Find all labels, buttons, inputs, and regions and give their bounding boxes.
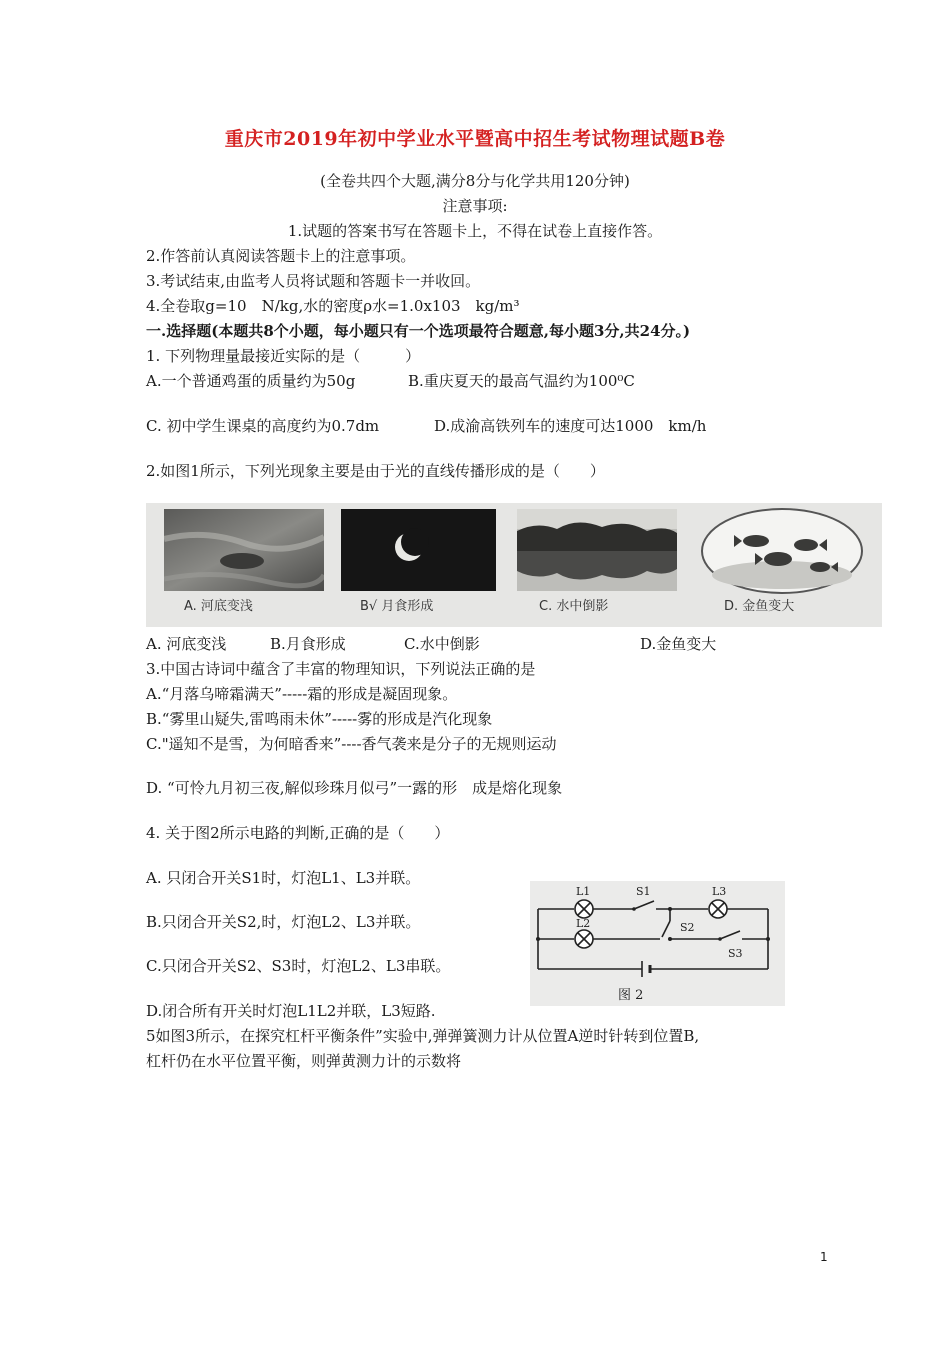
label-l3: L3 bbox=[712, 885, 727, 898]
q2-option-a: A. 河底变浅 bbox=[146, 635, 227, 653]
figure-1-caption-c: C. 水中倒影 bbox=[539, 599, 609, 614]
label-s2: S2 bbox=[680, 921, 695, 934]
q5-line-2: 杠杆仍在水平位置平衡，则弹黄测力计的示数将 bbox=[146, 1052, 462, 1070]
figure-2-caption: 图 2 bbox=[618, 988, 644, 1003]
figure-1-caption-a: A. 河底变浅 bbox=[184, 599, 253, 614]
q3-option-d: D. “可怜九月初三夜,解似珍珠月似弓”一露的形 成是熔化现象 bbox=[146, 779, 563, 797]
q1-option-c: C. 初中学生课桌的高度约为0.7dm bbox=[146, 417, 380, 435]
notice-title: 注意事项: bbox=[442, 197, 508, 215]
note-2: 2.作答前认真阅读答题卡上的注意事项。 bbox=[146, 247, 416, 265]
q1-stem: 1. 下列物理量最接近实际的是（ ） bbox=[146, 347, 421, 365]
q5-line-1: 5如图3所示，在探究杠杆平衡条件”实验中,弹弹簧测力计从位置A逆时针转到位置B, bbox=[146, 1027, 700, 1045]
q1-option-d: D.成渝高铁列车的速度可达1000 km/h bbox=[434, 417, 707, 435]
section-heading: 一.选择题(本题共8个小题，每小题只有一个选项最符合题意,每小题3分,共24分。) bbox=[146, 322, 691, 340]
water-reflection-photo bbox=[517, 509, 677, 591]
lunar-eclipse-photo bbox=[341, 509, 496, 591]
q4-option-c: C.只闭合开关S2、S3时，灯泡L2、L3串联。 bbox=[146, 957, 451, 975]
page-number: 1 bbox=[820, 1250, 828, 1264]
label-l2: L2 bbox=[576, 917, 591, 930]
figure-1-caption-b: B√ 月食形成 bbox=[360, 599, 434, 614]
note-4: 4.全卷取g=10 N/kg,水的密度ρ水=1.0x103 kg/m³ bbox=[146, 297, 520, 315]
goldfish-bowl-photo bbox=[694, 505, 870, 595]
riverbed-photo bbox=[164, 509, 324, 591]
exam-subtitle: (全卷共四个大题,满分8分与化学共用120分钟) bbox=[320, 172, 630, 190]
q4-option-d: D.闭合所有开关时灯泡L1L2并联，L3短路. bbox=[146, 1002, 436, 1020]
q2-stem: 2.如图1所示，下列光现象主要是由于光的直线传播形成的是（ ） bbox=[146, 462, 605, 480]
figure-1 bbox=[146, 503, 882, 627]
note-1: 1.试题的答案书写在答题卡上，不得在试卷上直接作答。 bbox=[287, 222, 663, 240]
q2-option-b: B.月食形成 bbox=[270, 635, 346, 653]
q3-option-c: C."遥知不是雪，为何暗香来”----香气袭来是分子的无规则运动 bbox=[146, 735, 557, 753]
label-s3: S3 bbox=[728, 947, 743, 960]
q2-option-c: C.水中倒影 bbox=[404, 635, 480, 653]
q3-stem: 3.中国古诗词中蕴含了丰富的物理知识，下列说法正确的是 bbox=[146, 660, 536, 678]
q3-option-b: B.“雾里山疑失,雷鸣雨未休”-----雾的形成是汽化现象 bbox=[146, 710, 493, 728]
label-l1: L1 bbox=[576, 885, 591, 898]
q4-stem: 4. 关于图2所示电路的判断,正确的是（ ） bbox=[146, 824, 450, 842]
q3-option-a: A.“月落乌啼霜满天”-----霜的形成是凝固现象。 bbox=[146, 685, 458, 703]
figure-2-circuit bbox=[530, 881, 785, 1006]
q2-option-d: D.金鱼变大 bbox=[640, 635, 717, 653]
figure-1-caption-d: D. 金鱼变大 bbox=[724, 599, 795, 614]
q1-option-a: A.一个普通鸡蛋的质量约为50g bbox=[146, 372, 356, 390]
q4-option-a: A. 只闭合开关S1时，灯泡L1、L3并联。 bbox=[146, 869, 421, 887]
note-3: 3.考试结束,由监考人员将试题和答题卡一并收回。 bbox=[146, 272, 481, 290]
exam-title: 重庆市2019年初中学业水平暨高中招生考试物理试题B卷 bbox=[224, 128, 726, 150]
q1-option-b: B.重庆夏天的最高气温约为100⁰C bbox=[408, 372, 635, 390]
q4-option-b: B.只闭合开关S2,时，灯泡L2、L3并联。 bbox=[146, 913, 421, 931]
label-s1: S1 bbox=[636, 885, 651, 898]
